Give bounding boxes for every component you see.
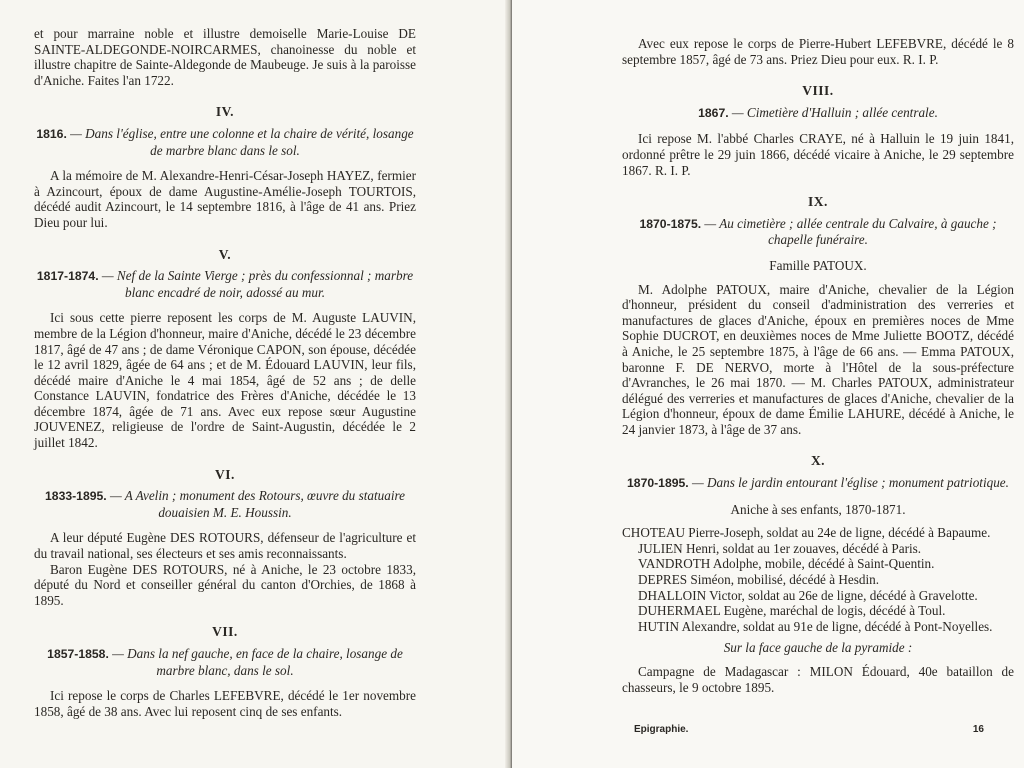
section-number: IX. bbox=[808, 194, 828, 210]
section-number: VIII. bbox=[802, 83, 834, 99]
section-date: 1857-1858. bbox=[47, 647, 109, 661]
family-title: Famille PATOUX. bbox=[769, 257, 867, 273]
section-number: V. bbox=[218, 246, 232, 262]
right-intro-paragraph: Avec eux repose le corps de Pierre-Hubert LEFEBVRE, décédé le 8 septembre 1857, âgé de 73 ans. Priez Dieu pour eux. R. I. P. bbox=[622, 36, 1014, 67]
page-footer bbox=[634, 722, 984, 738]
madagascar-entry: Campagne de Madagascar : MILON Édouard, 40e bataillon de chasseurs, le 9 octobre 1895. bbox=[622, 664, 1014, 695]
monument-dedication: Aniche à ses enfants, 1870-1871. bbox=[730, 501, 906, 517]
section-location: — Au cimetière ; allée centrale du Calvaire, à gauche ; chapelle funéraire. bbox=[704, 215, 997, 248]
section-heading bbox=[622, 105, 1014, 122]
section-location: — Dans l'église, entre une colonne et la chaire de vérité, losange de marbre blanc dans le sol. bbox=[70, 125, 414, 158]
section-heading bbox=[34, 268, 416, 300]
list-item: CHOTEAU Pierre-Joseph, soldat au 24e de ligne, décédé à Bapaume. bbox=[622, 525, 991, 541]
section-location: — A Avelin ; monument des Rotours, œuvre du statuaire douaisien M. E. Houssin. bbox=[109, 488, 405, 520]
section-number: X. bbox=[810, 453, 826, 469]
section-date: 1817-1874. bbox=[36, 269, 99, 284]
section-x bbox=[622, 453, 1014, 695]
list-item: VANDROTH Adolphe, mobile, décédé à Saint-Quentin. bbox=[638, 556, 935, 572]
list-item: DHALLOIN Victor, soldat au 26e de ligne, décédé à Gravelotte. bbox=[638, 587, 978, 603]
left-page bbox=[0, 0, 508, 768]
section-date: 1833-1895. bbox=[45, 489, 107, 504]
section-heading bbox=[622, 475, 1014, 492]
section-location: — Nef de la Sainte Vierge ; près du confessionnal ; marbre blanc encadré de noir, adossé au mur. bbox=[101, 268, 414, 300]
section-date: 1867. bbox=[698, 105, 729, 120]
section-location: — Dans le jardin entourant l'église ; monument patriotique. bbox=[691, 475, 1009, 491]
section-heading bbox=[34, 488, 416, 520]
section-v bbox=[34, 247, 416, 451]
section-heading bbox=[34, 126, 416, 158]
left-intro-paragraph: et pour marraine noble et illustre demoiselle Marie-Louise DE SAINTE-ALDEGONDE-NOIRCARMES, chanoinesse du noble et illustre chapitre de Sainte-Aldegonde de Maubeuge. Je suis à la paroisse d'Aniche. Faites l'an 1722. bbox=[34, 26, 416, 88]
section-date: 1816. bbox=[36, 126, 67, 141]
section-ix bbox=[622, 194, 1014, 437]
epitaph-text: A leur député Eugène DES ROTOURS, défenseur de l'agriculture et du travail national, ses électeurs et ses amis reconnaissants. bbox=[34, 530, 416, 562]
section-iv bbox=[34, 104, 416, 230]
list-item: HUTIN Alexandre, soldat au 91e de ligne, décédé à Pont-Noyelles. bbox=[638, 618, 993, 634]
footer-label: Epigraphie. bbox=[634, 724, 689, 736]
section-viii bbox=[622, 83, 1014, 178]
section-location: — Dans la nef gauche, en face de la chaire, losange de marbre blanc, dans le sol. bbox=[112, 646, 403, 678]
section-number: VI. bbox=[215, 466, 235, 482]
page-number: 16 bbox=[972, 724, 984, 736]
list-item: JULIEN Henri, soldat au 1er zouaves, décédé à Paris. bbox=[638, 540, 922, 556]
epitaph-text: Ici sous cette pierre reposent les corps de M. Auguste LAUVIN, membre de la Légion d'honneur, maire d'Aniche, décédé le 23 décembre 1817, âgé de 47 ans ; de dame Véronique CAPON, son épouse, décédée le 12 avril 1829, âgée de 64 ans ; et de M. Édouard LAUVIN, leur fils, décédé maire d'Aniche le 4 mai 1854, âgé de 52 ans ; de delle Constance LAUVIN, fondatrice des Frères d'Aniche, décédée le 13 décembre 1874, âgée de 71 ans. Avec eux repose sœur Augustine JOUVENEZ, religieuse de l'ordre de Saint-Augustin, décédée le 2 juillet 1842. bbox=[34, 310, 416, 451]
list-item: DEPRES Siméon, mobilisé, décédé à Hesdin. bbox=[638, 572, 880, 588]
soldier-list bbox=[622, 525, 1014, 634]
epitaph-text: M. Adolphe PATOUX, maire d'Aniche, chevalier de la Légion d'honneur, président du conseil d'administration des verreries et manufactures de glaces d'Aniche, époux en premières noces de Mme Sophie DUCROT, en deuxièmes noces de Mme Juliette BOOTZ, décédé à Aniche, le 25 septembre 1875, à l'âge de 66 ans. — Emma PATOUX, baronne F. DE NERVO, morte à l'Hôtel de la sous-préfecture d'Avranches, le 26 mai 1870. — M. Charles PATOUX, administrateur délégué des verreries et manufactures de glaces d'Aniche, chevalier de la Légion d'honneur, époux de dame Émilie LAHURE, décédé à Aniche, le 24 janvier 1873, à l'âge de 37 ans. bbox=[622, 281, 1014, 437]
epitaph-text: Ici repose M. l'abbé Charles CRAYE, né à Halluin le 19 juin 1841, ordonné prêtre le 29 juin 1866, décédé vicaire à Aniche, le 29 septembre 1867. R. I. P. bbox=[622, 131, 1014, 178]
epitaph-text: Baron Eugène DES ROTOURS, né à Aniche, le 23 octobre 1833, député du Nord et conseiller général du canton d'Orchies, de 1868 à 1895. bbox=[34, 561, 416, 608]
section-date: 1870-1875. bbox=[639, 216, 702, 231]
section-date: 1870-1895. bbox=[627, 476, 689, 491]
epitaph-text: Ici repose le corps de Charles LEFEBVRE, décédé le 1er novembre 1858, âgé de 38 ans. Avec lui reposent cinq de ses enfants. bbox=[34, 688, 416, 719]
left-face-label: Sur la face gauche de la pyramide : bbox=[723, 640, 913, 656]
section-vi bbox=[34, 467, 416, 609]
right-page bbox=[512, 0, 1024, 768]
section-number: VII. bbox=[212, 624, 238, 640]
epitaph-text: A la mémoire de M. Alexandre-Henri-César-Joseph HAYEZ, fermier à Azincourt, époux de dame Augustine-Amélie-Joseph TOURTOIS, décédé audit Azincourt, le 14 septembre 1816, à l'âge de 41 ans. Priez Dieu pour lui. bbox=[34, 168, 416, 230]
section-number: IV. bbox=[215, 104, 235, 120]
list-item: DUHERMAEL Eugène, maréchal de logis, décédé à Toul. bbox=[638, 603, 946, 619]
section-location: — Cimetière d'Halluin ; allée centrale. bbox=[731, 104, 938, 120]
section-heading bbox=[622, 216, 1014, 248]
section-heading bbox=[34, 646, 416, 678]
section-vii bbox=[34, 624, 416, 719]
